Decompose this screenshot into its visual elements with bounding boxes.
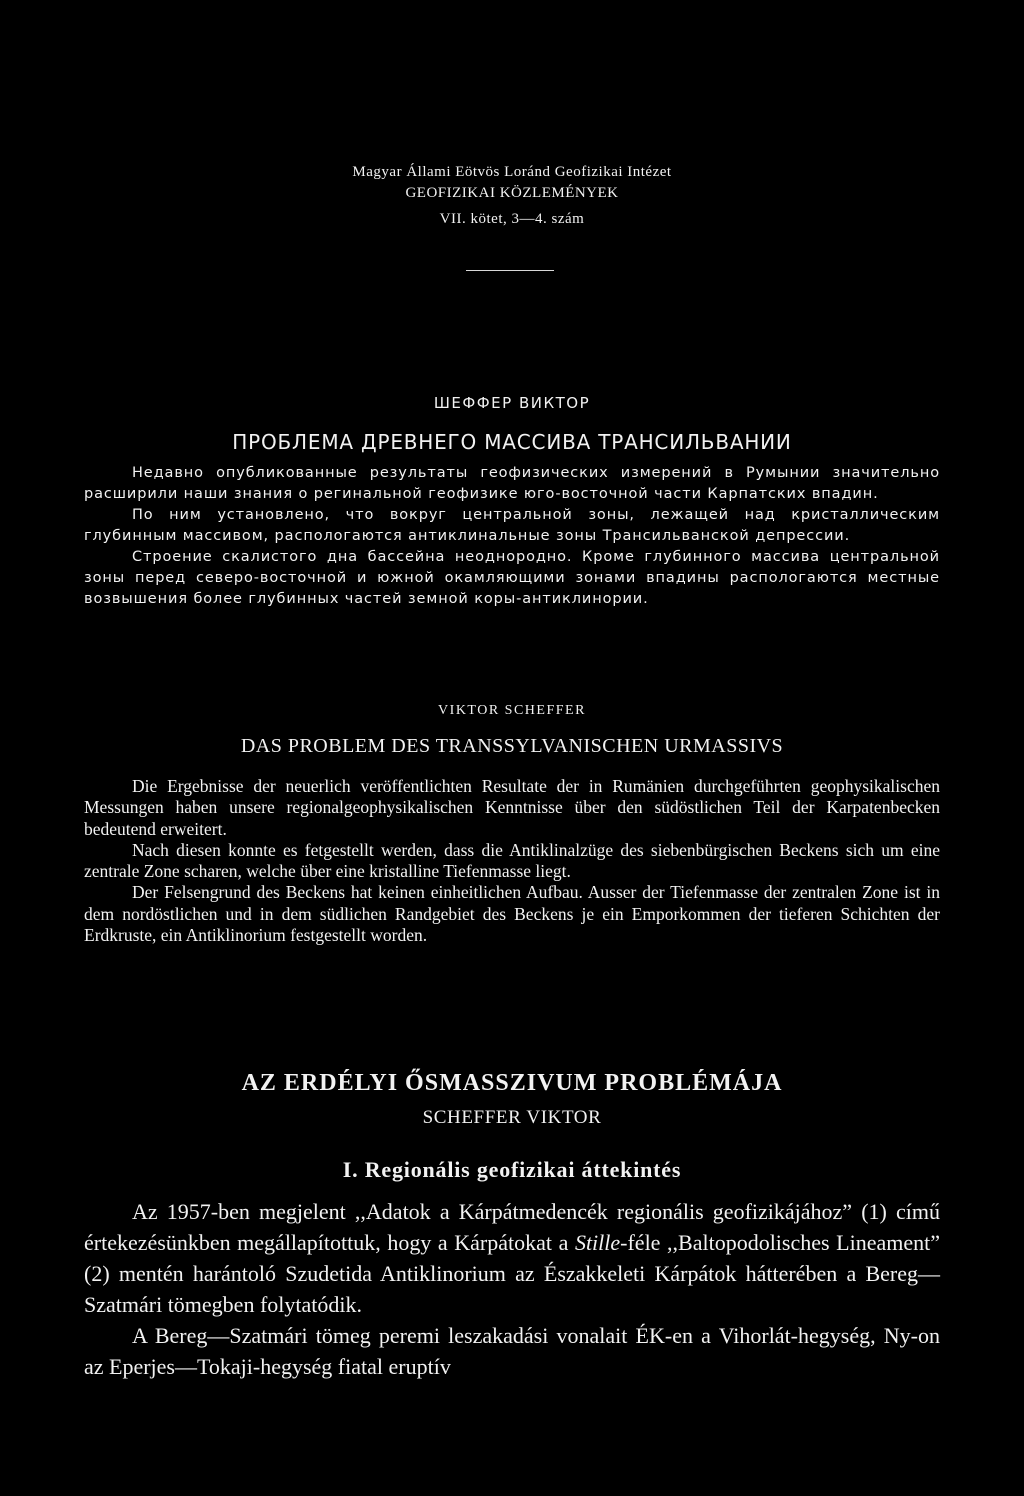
hungarian-paragraph: A Bereg—Szatmári tömeg peremi leszakadási vonalait ÉK-en a Vihorlát-hegység, Ny-on az Eperjes—Tokaji-hegység fiatal eruptív	[84, 1323, 940, 1379]
german-paragraph: Der Felsengrund des Beckens hat keinen einheitlichen Aufbau. Ausser der Tiefenmasse der zentralen Zone ist in dem nordöstlichen und in dem südlichen Randgebiet des Beckens je ein Emporkommen der tieferen Schichten der Erdkruste, ein Antiklinorium festgestellt worden.	[84, 882, 940, 946]
russian-paragraph: По ним установлено, что вокруг центральной зоны, лежащей над кристаллическим глубинным массивом, распологаются антиклинальные зоны Трансильванской депрессии.	[84, 507, 940, 544]
paragraph-text: -féle ,,Baltopodolisches Lineament” (2) mentén harántoló Szudetida Antiklinorium az Északkeleti Kárpátok hátterében a Bereg—Szatmári tömegben folytatódik.	[84, 1230, 940, 1317]
hungarian-paragraph	[84, 1196, 940, 1320]
volume-number: VII. kötet, 3—4. szám	[439, 211, 585, 227]
paragraph-text: Az 1957-ben megjelent ,,Adatok a Kárpátmedencék regionális geofizikájához” (1) című értekezésünkben megállapítottuk, hogy a Kárpátokat a	[84, 1199, 940, 1255]
hungarian-title: AZ ERDÉLYI ŐSMASSZIVUM PROBLÉMÁJA	[241, 1070, 783, 1096]
russian-title: ПРОБЛЕМА ДРЕВНЕГО МАССИВА ТРАНСИЛЬВАНИИ	[232, 430, 792, 454]
german-paragraph: Die Ergebnisse der neuerlich veröffentlichten Resultate der in Rumänien durchgeführten geophysikalischen Messungen haben unsere regionalgeophysikalischen Kenntnisse über den südöstlichen Teil der Karpatenbecken bedeutend erweitert.	[84, 776, 940, 839]
german-author: VIKTOR SCHEFFER	[438, 703, 586, 718]
german-abstract	[84, 776, 940, 946]
hungarian-author: SCHEFFER VIKTOR	[422, 1107, 602, 1128]
russian-paragraph: Недавно опубликованные результаты геофизических измерений в Румынии значительно расширили наши знания о регинальной геофизике юго-восточной части Карпатских впадин.	[84, 465, 940, 502]
russian-abstract	[84, 463, 940, 610]
italic-name: Stille	[574, 1230, 621, 1255]
journal-name: GEOFIZIKAI KÖZLEMÉNYEK	[405, 185, 619, 201]
german-title: DAS PROBLEM DES TRANSSYLVANISCHEN URMASSIVS	[240, 735, 784, 757]
institute-name: Magyar Állami Eötvös Loránd Geofizikai Intézet	[352, 164, 672, 180]
german-paragraph: Nach diesen konnte es fetgestellt werden, dass die Antiklinalzüge des siebenbürgischen Beckens sich um eine zentrale Zone scharen, welche über eine kristalline Tiefenmasse liegt.	[84, 839, 940, 882]
section-heading: I. Regionális geofizikai áttekintés	[342, 1157, 682, 1182]
header-divider	[466, 270, 554, 271]
russian-author: ШЕФФЕР ВИКТОР	[433, 394, 591, 412]
hungarian-body	[84, 1196, 940, 1382]
russian-paragraph: Строение скалистого дна бассейна неоднородно. Кроме глубинного массива центральной зоны перед северо-восточной и южной окамляющими зонами впадины распологаются местные возвышения более глубинных частей земной коры-антиклинории.	[84, 549, 940, 607]
